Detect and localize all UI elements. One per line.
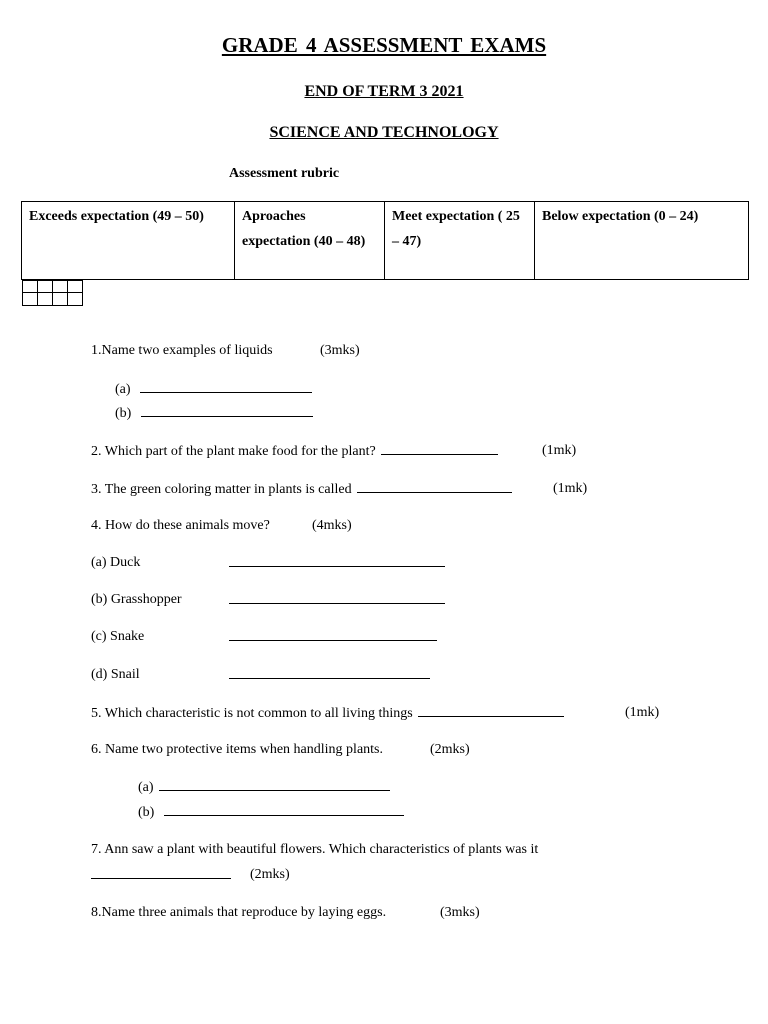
- answer-blank[interactable]: [229, 628, 437, 641]
- question-4d: (d) Snail: [91, 667, 140, 682]
- rubric-score-cell[interactable]: [22, 281, 37, 306]
- rubric-label: Assessment rubric: [229, 166, 340, 181]
- answer-line-1b: (b): [115, 404, 313, 423]
- question-1-text: 1.Name two examples of liquids: [91, 343, 273, 358]
- rubric-header-row: [22, 202, 749, 280]
- question-7-marks: (2mks): [250, 867, 290, 882]
- rubric-table: [21, 201, 749, 298]
- question-5: [91, 704, 564, 723]
- answer-line-4b: [229, 591, 445, 610]
- answer-blank[interactable]: [141, 404, 313, 417]
- question-2: [91, 442, 498, 461]
- subject-heading: SCIENCE AND TECHNOLOGY: [269, 124, 499, 141]
- answer-blank[interactable]: [229, 554, 445, 567]
- answer-line-1a: (a): [115, 380, 312, 399]
- answer-blank[interactable]: [229, 591, 445, 604]
- question-4b: (b) Grasshopper: [91, 592, 182, 607]
- question-4-marks: (4mks): [312, 518, 352, 533]
- rubric-score-cell[interactable]: [37, 281, 52, 306]
- answer-blank[interactable]: [91, 866, 231, 879]
- question-6-marks: (2mks): [430, 742, 470, 757]
- question-4a: (a) Duck: [91, 555, 141, 570]
- rubric-score-cell[interactable]: [67, 281, 82, 306]
- question-3-marks: (1mk): [553, 481, 588, 496]
- answer-blank[interactable]: [164, 803, 404, 816]
- question-8-marks: (3mks): [440, 905, 480, 920]
- rubric-score-cell[interactable]: [52, 281, 67, 306]
- question-5-text: 5. Which characteristic is not common to all living things: [91, 706, 413, 721]
- question-1-marks: (3mks): [320, 343, 360, 358]
- rubric-score-row: [22, 280, 83, 293]
- answer-line-4a: [229, 554, 445, 573]
- question-3: [91, 480, 512, 499]
- question-2-marks: (1mk): [542, 443, 577, 458]
- question-4-text: 4. How do these animals move?: [91, 518, 270, 533]
- answer-blank[interactable]: [140, 380, 312, 393]
- term-heading: END OF TERM 3 2021: [304, 83, 464, 100]
- rubric-col-approaches: Aproaches expectation (40 – 48): [235, 202, 385, 280]
- question-5-marks: (1mk): [625, 705, 660, 720]
- answer-blank[interactable]: [418, 704, 564, 717]
- rubric-col-exceeds: Exceeds expectation (49 – 50): [22, 202, 235, 280]
- answer-blank[interactable]: [159, 778, 390, 791]
- question-8-text: 8.Name three animals that reproduce by laying eggs.: [91, 905, 387, 920]
- rubric-col-meets: Meet expectation ( 25 – 47): [385, 202, 535, 280]
- question-2-text: 2. Which part of the plant make food for the plant?: [91, 444, 376, 459]
- answer-line-6a: (a): [138, 778, 390, 797]
- exam-title: GRADE 4 ASSESSMENT EXAMS: [221, 33, 547, 57]
- answer-blank[interactable]: [229, 666, 430, 679]
- answer-blank[interactable]: [381, 442, 498, 455]
- question-4c: (c) Snake: [91, 629, 145, 644]
- answer-line-4d: [229, 666, 430, 685]
- answer-line-7: [91, 866, 231, 885]
- question-7-text: 7. Ann saw a plant with beautiful flowers. Which characteristics of plants was it: [91, 842, 539, 857]
- question-6-text: 6. Name two protective items when handling plants.: [91, 742, 383, 757]
- answer-line-6b: (b): [138, 803, 404, 822]
- answer-blank[interactable]: [357, 480, 512, 493]
- answer-line-4c: [229, 628, 437, 647]
- rubric-col-below: Below expectation (0 – 24): [535, 202, 749, 280]
- question-1: [91, 342, 273, 360]
- question-3-text: 3. The green coloring matter in plants is called: [91, 482, 352, 497]
